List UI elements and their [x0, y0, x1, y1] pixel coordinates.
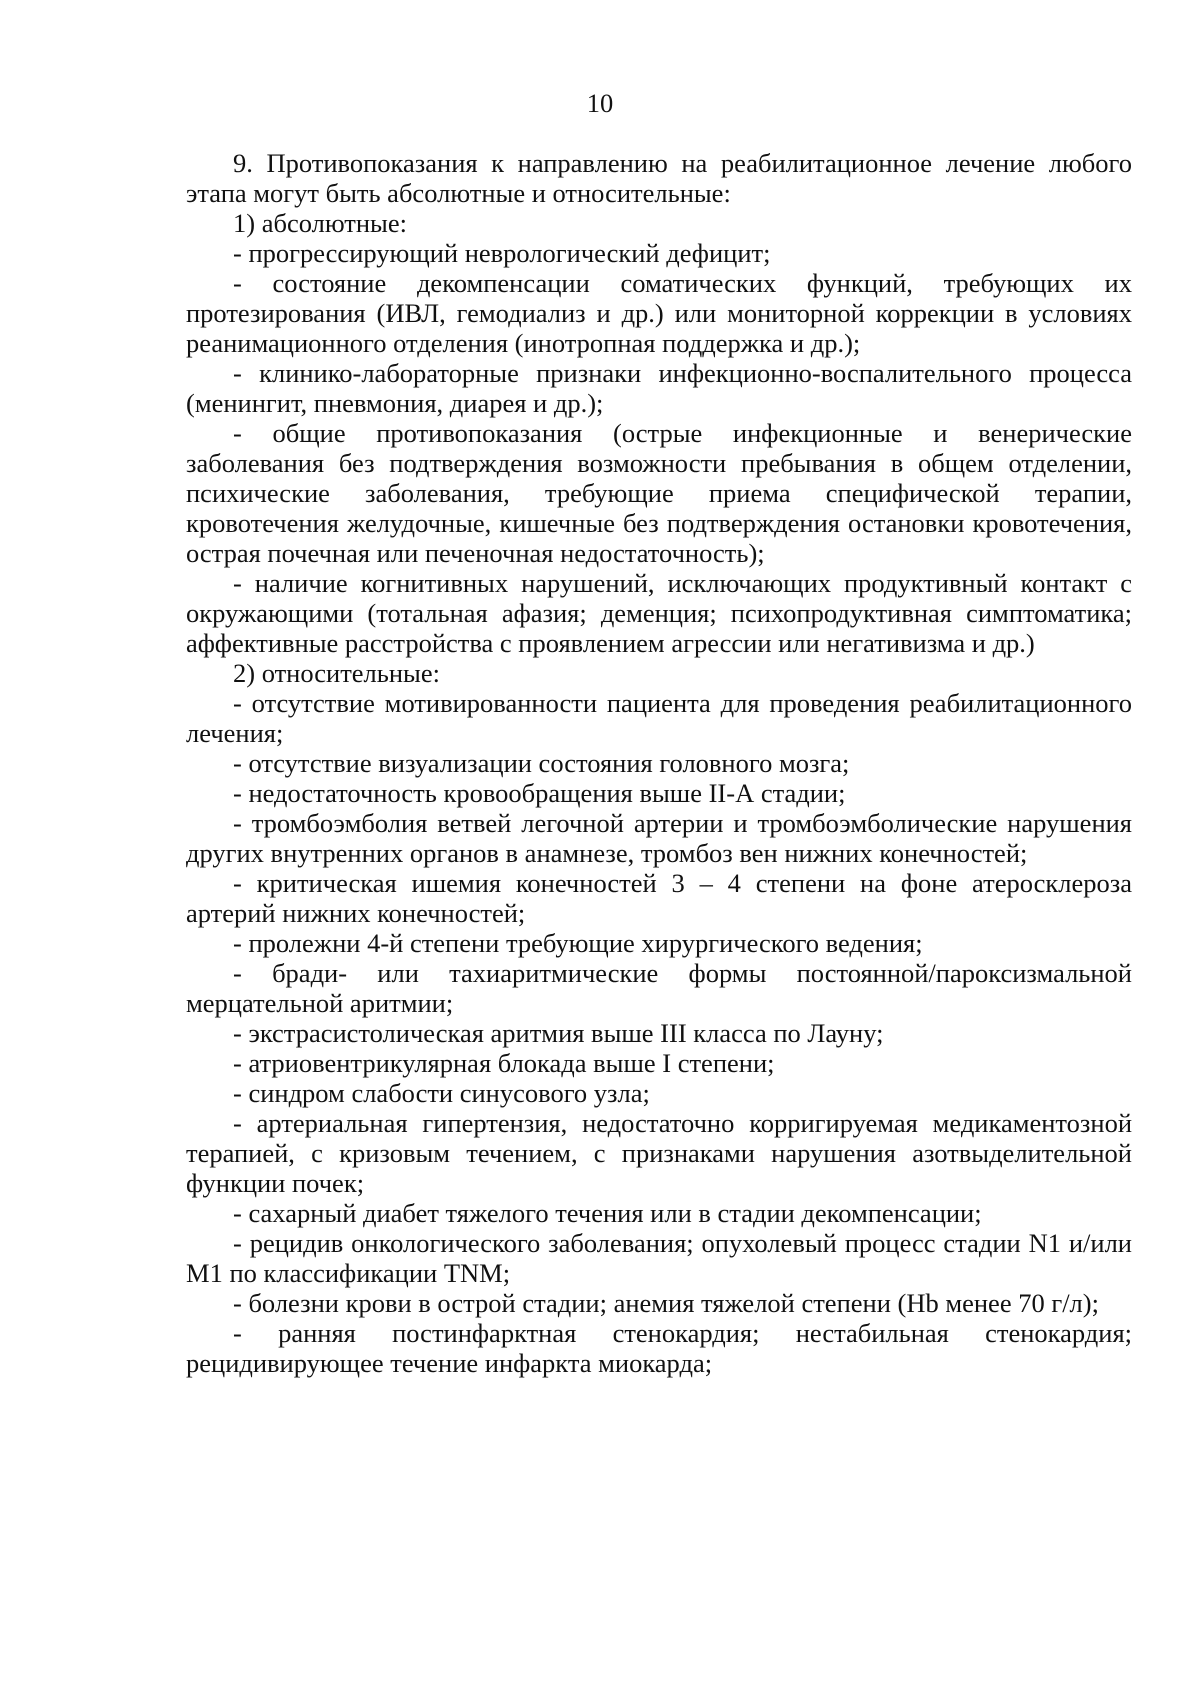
list-item: - экстрасистолическая аритмия выше III класса по Лауну;	[233, 1018, 884, 1048]
list-item: - болезни крови в острой стадии; анемия тяжелой степени (Hb менее 70 г/л);	[233, 1288, 1099, 1318]
subheading-absolute: 1) абсолютные:	[233, 208, 407, 238]
list-item: - синдром слабости синусового узла;	[233, 1078, 650, 1108]
list-item: - прогрессирующий неврологический дефицит;	[233, 238, 771, 268]
list-item: - недостаточность кровообращения выше II-А стадии;	[233, 778, 846, 808]
list-item: - бради- или тахиаритмические формы постоянной/пароксизмальной мерцательной аритмии;	[186, 958, 1132, 1018]
page-number: 10	[586, 88, 614, 118]
list-item: - состояние декомпенсации соматических функций, требующих их протезирования (ИВЛ, гемодиализ и др.) или мониторной коррекции в условиях реанимационного отделения (инотропная поддержка и др.);	[186, 268, 1132, 358]
subheading-relative: 2) относительные:	[233, 658, 440, 688]
list-item: - рецидив онкологического заболевания; опухолевый процесс стадии N1 и/или M1 по классификации TNM;	[186, 1228, 1132, 1288]
list-item: - наличие когнитивных нарушений, исключающих продуктивный контакт с окружающими (тотальная афазия; деменция; психопродуктивная симптоматика; аффективные расстройства с проявлением агрессии или негативизма и др.)	[186, 568, 1132, 658]
list-item: - пролежни 4-й степени требующие хирургического ведения;	[233, 928, 923, 958]
list-item: - артериальная гипертензия, недостаточно корригируемая медикаментозной терапией, с кризовым течением, с признаками нарушения азотвыделительной функции почек;	[186, 1108, 1132, 1198]
list-item: - отсутствие визуализации состояния головного мозга;	[233, 748, 850, 778]
list-item: - сахарный диабет тяжелого течения или в стадии декомпенсации;	[233, 1198, 982, 1228]
list-item: - клинико-лабораторные признаки инфекционно-воспалительного процесса (менингит, пневмония, диарея и др.);	[186, 358, 1132, 418]
document-body	[186, 148, 1132, 1378]
list-item: - ранняя постинфарктная стенокардия; нестабильная стенокардия; рецидивирующее течение инфаркта миокарда;	[186, 1318, 1132, 1378]
paragraph-contraindications-intro: 9. Противопоказания к направлению на реабилитационное лечение любого этапа могут быть абсолютные и относительные:	[186, 148, 1132, 208]
list-item: - критическая ишемия конечностей 3 – 4 степени на фоне атеросклероза артерий нижних конечностей;	[186, 868, 1132, 928]
list-item: - отсутствие мотивированности пациента для проведения реабилитационного лечения;	[186, 688, 1132, 748]
list-item: - общие противопоказания (острые инфекционные и венерические заболевания без подтверждения возможности пребывания в общем отделении, психические заболевания, требующие приема специфической терапии, кровотечения желудочные, кишечные без подтверждения остановки кровотечения, острая почечная или печеночная недостаточность);	[186, 418, 1132, 568]
list-item: - тромбоэмболия ветвей легочной артерии и тромбоэмболические нарушения других внутренних органов в анамнезе, тромбоз вен нижних конечностей;	[186, 808, 1132, 868]
list-item: - атриовентрикулярная блокада выше I степени;	[233, 1048, 775, 1078]
